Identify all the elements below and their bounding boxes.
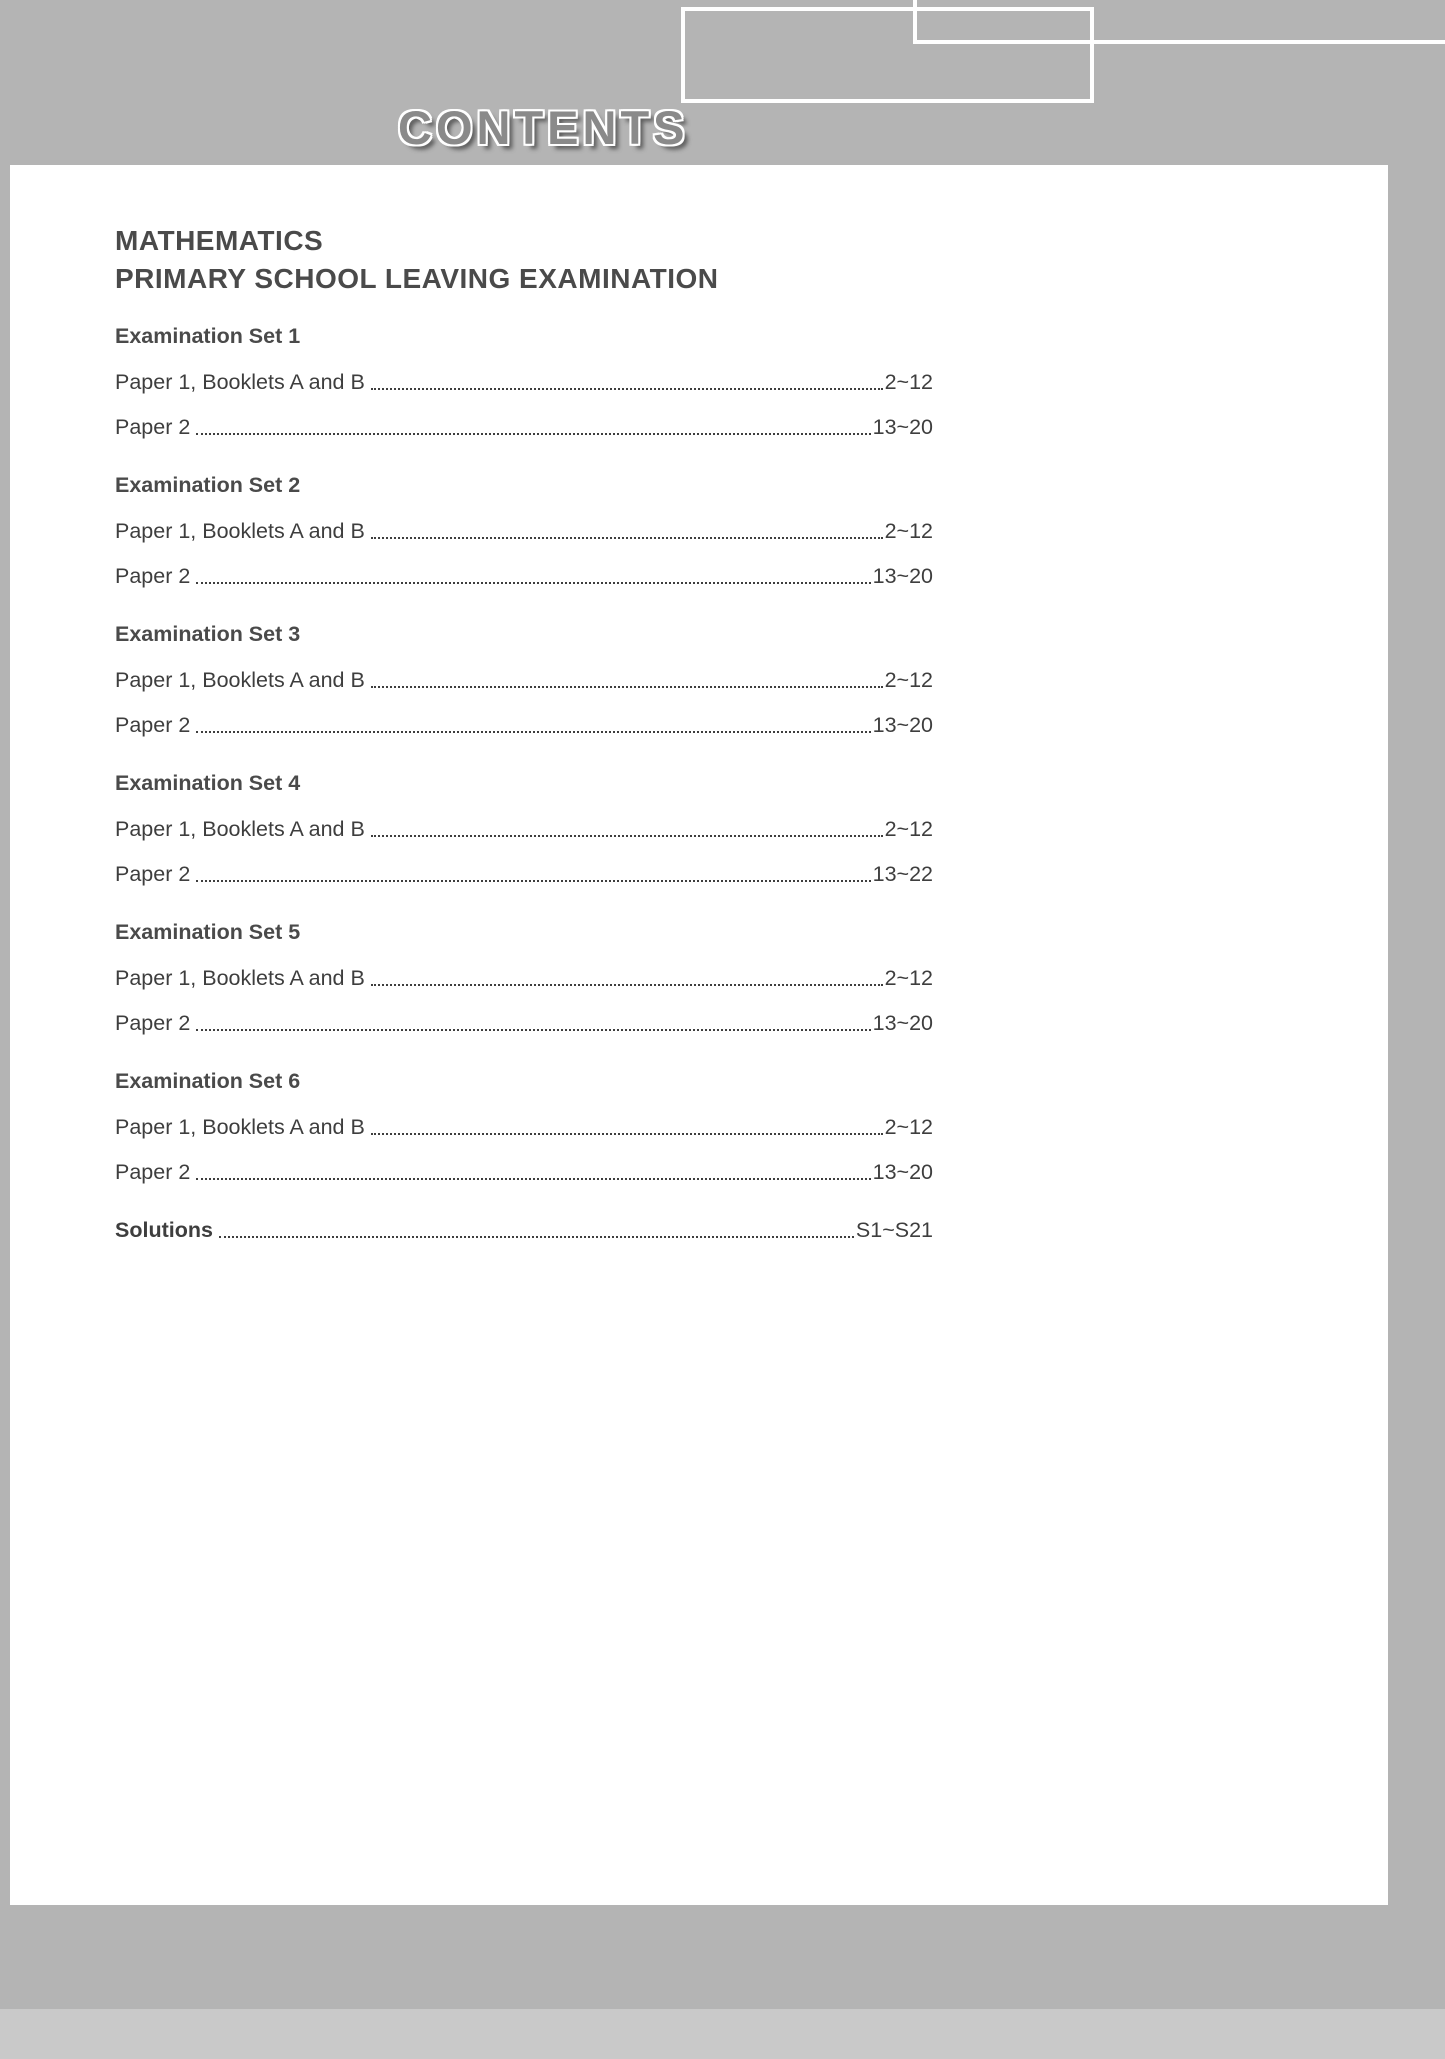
section-heading: Examination Set 2 bbox=[115, 473, 301, 497]
toc-section bbox=[115, 1069, 933, 1185]
subject-heading: MATHEMATICS bbox=[115, 225, 324, 256]
toc-row bbox=[115, 668, 933, 693]
toc-entry-label: Paper 2 bbox=[115, 1011, 191, 1035]
dot-leader bbox=[196, 1178, 870, 1180]
footer-strip bbox=[0, 2009, 1445, 2059]
section-heading: Examination Set 6 bbox=[115, 1069, 301, 1093]
toc-entry-label: Paper 1, Booklets A and B bbox=[115, 1115, 365, 1139]
dot-leader bbox=[371, 537, 883, 539]
toc-entry-label: Solutions bbox=[115, 1218, 213, 1242]
toc-entry-page: 13~20 bbox=[872, 415, 933, 439]
section-rows bbox=[115, 370, 933, 440]
toc-row bbox=[115, 817, 933, 842]
toc-row bbox=[115, 713, 933, 738]
toc-entry-page: 2~12 bbox=[884, 966, 933, 990]
toc-entry-page: 13~20 bbox=[872, 713, 933, 737]
toc-entry-page: 2~12 bbox=[884, 817, 933, 841]
toc-entry-page: 13~22 bbox=[872, 862, 933, 886]
toc-entry-label: Paper 1, Booklets A and B bbox=[115, 966, 365, 990]
toc-section bbox=[115, 473, 933, 589]
toc-entry-label: Paper 1, Booklets A and B bbox=[115, 817, 365, 841]
dot-leader bbox=[196, 433, 870, 435]
dot-leader bbox=[196, 731, 870, 733]
dot-leader bbox=[196, 880, 870, 882]
section-rows bbox=[115, 668, 933, 738]
solutions-row-host bbox=[115, 1218, 933, 1243]
toc-entry-label: Paper 1, Booklets A and B bbox=[115, 370, 365, 394]
toc-section bbox=[115, 771, 933, 887]
toc-row bbox=[115, 370, 933, 395]
toc-entry-label: Paper 1, Booklets A and B bbox=[115, 519, 365, 543]
section-rows bbox=[115, 966, 933, 1036]
toc-row bbox=[115, 519, 933, 544]
toc-row bbox=[115, 564, 933, 589]
dot-leader bbox=[219, 1236, 854, 1238]
toc-entry-label: Paper 2 bbox=[115, 415, 191, 439]
section-heading: Examination Set 3 bbox=[115, 622, 301, 646]
dot-leader bbox=[371, 835, 883, 837]
exam-title-heading: PRIMARY SCHOOL LEAVING EXAMINATION bbox=[115, 263, 719, 294]
toc-entry-page: 2~12 bbox=[884, 519, 933, 543]
content-panel bbox=[10, 165, 1388, 1905]
dot-leader bbox=[371, 984, 883, 986]
decorative-frame-corner bbox=[913, 0, 1445, 44]
dot-leader bbox=[371, 1133, 883, 1135]
toc-row bbox=[115, 966, 933, 991]
section-rows bbox=[115, 1115, 933, 1185]
dot-leader bbox=[371, 388, 883, 390]
section-heading: Examination Set 1 bbox=[115, 324, 301, 348]
toc-row bbox=[115, 862, 933, 887]
section-heading: Examination Set 4 bbox=[115, 771, 301, 795]
toc-row bbox=[115, 1218, 933, 1243]
toc-section bbox=[115, 622, 933, 738]
toc-entry-label: Paper 1, Booklets A and B bbox=[115, 668, 365, 692]
dot-leader bbox=[371, 686, 883, 688]
dot-leader bbox=[196, 582, 870, 584]
toc-row bbox=[115, 1011, 933, 1036]
dot-leader bbox=[196, 1029, 870, 1031]
toc-entry-page: 2~12 bbox=[884, 1115, 933, 1139]
toc-section bbox=[115, 324, 933, 440]
toc-entry-label: Paper 2 bbox=[115, 713, 191, 737]
section-rows bbox=[115, 817, 933, 887]
toc-entry-page: 13~20 bbox=[872, 564, 933, 588]
toc-entry-page: 2~12 bbox=[884, 370, 933, 394]
section-heading: Examination Set 5 bbox=[115, 920, 301, 944]
table-of-contents bbox=[10, 165, 933, 1243]
toc-sections bbox=[115, 324, 933, 1185]
toc-entry-label: Paper 2 bbox=[115, 862, 191, 886]
toc-entry-label: Paper 2 bbox=[115, 1160, 191, 1184]
toc-row bbox=[115, 1115, 933, 1140]
toc-row bbox=[115, 1160, 933, 1185]
section-rows bbox=[115, 519, 933, 589]
toc-entry-page: 13~20 bbox=[872, 1160, 933, 1184]
toc-entry-label: Paper 2 bbox=[115, 564, 191, 588]
toc-entry-page: 13~20 bbox=[872, 1011, 933, 1035]
toc-entry-page: S1~S21 bbox=[855, 1218, 933, 1242]
page-title: CONTENTS bbox=[398, 101, 689, 154]
toc-row bbox=[115, 415, 933, 440]
toc-section bbox=[115, 920, 933, 1036]
toc-entry-page: 2~12 bbox=[884, 668, 933, 692]
